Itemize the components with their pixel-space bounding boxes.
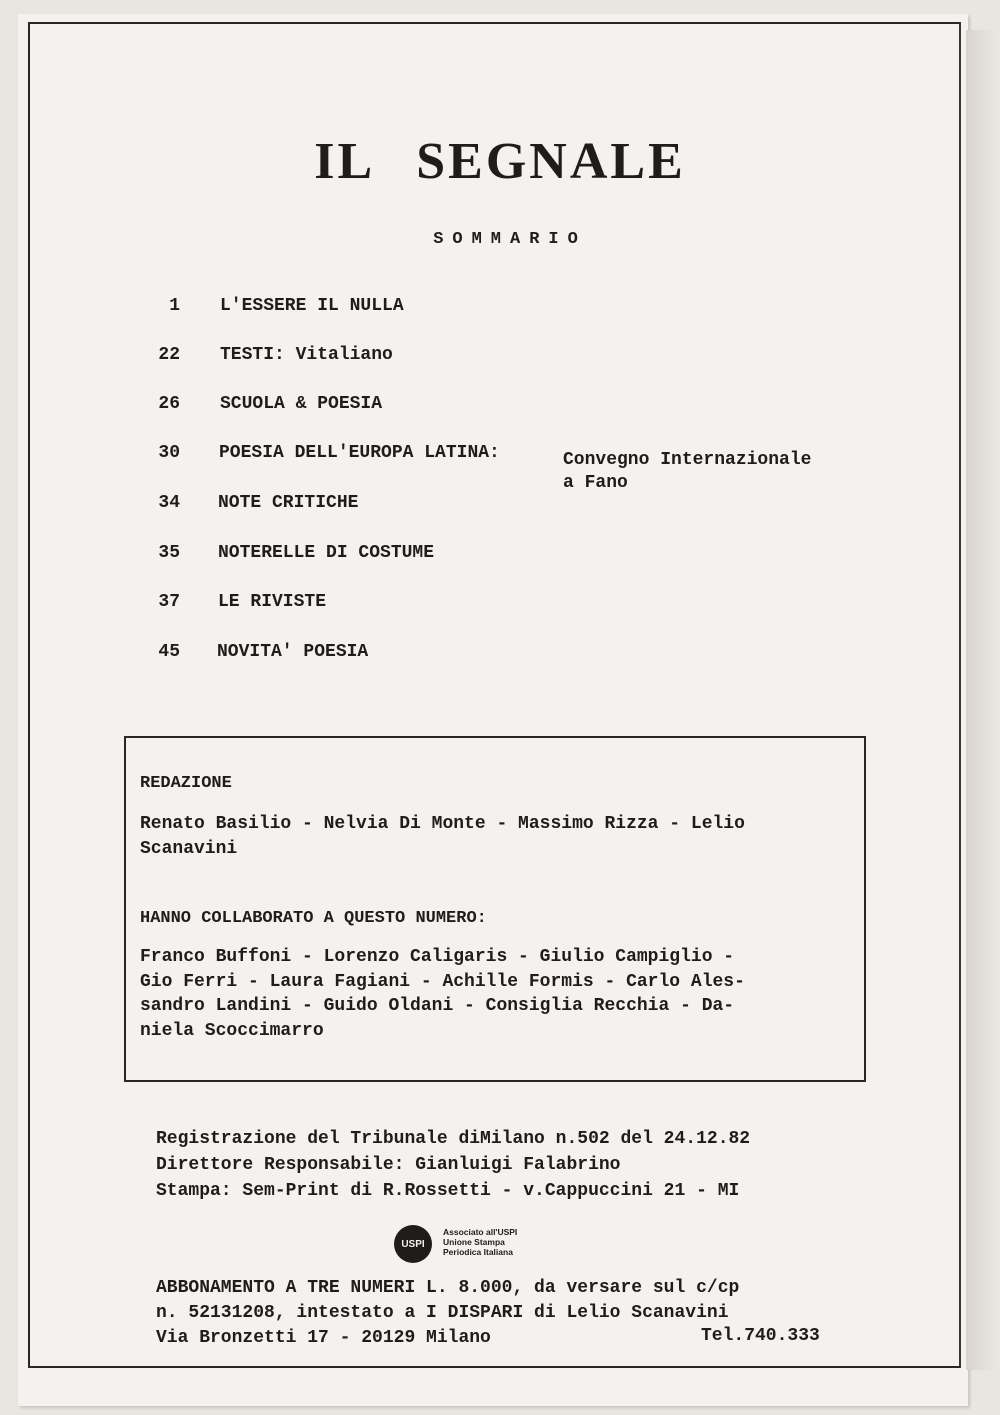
toc-subtitle-line: Convegno Internazionale [563, 450, 812, 470]
text-line: n. 52131208, intestato a I DISPARI di Lelio Scanavini [156, 1303, 729, 1323]
toc-title: POESIA DELL'EUROPA LATINA: [219, 443, 500, 463]
text-line: Stampa: Sem-Print di R.Rossetti - v.Cappuccini 21 - MI [156, 1181, 740, 1201]
toc-page-number: 45 [158, 642, 180, 662]
text-line: sandro Landini - Guido Oldani - Consiglia Recchia - Da- [140, 996, 735, 1016]
text-line: Via Bronzetti 17 - 20129 Milano [156, 1328, 491, 1348]
toc-title: TESTI: Vitaliano [220, 345, 393, 365]
text-line: Registrazione del Tribunale diMilano n.502 del 24.12.82 [156, 1129, 751, 1149]
toc-title: LE RIVISTE [218, 592, 327, 612]
toc-page-number: 1 [169, 296, 180, 316]
text-line: Scanavini [140, 838, 238, 859]
editorial-staff-heading: REDAZIONE [140, 774, 232, 793]
toc-page-number: 22 [158, 345, 180, 365]
uspi-caption [443, 1227, 517, 1257]
toc-title: NOTE CRITICHE [218, 493, 359, 513]
uspi-logo-text: USPI [401, 1238, 425, 1250]
toc-subtitle [563, 449, 811, 495]
toc-page-number: 26 [158, 394, 180, 414]
subscription-info [156, 1276, 739, 1351]
text-line: Renato Basilio - Nelvia Di Monte - Massimo Rizza - Lelio [140, 814, 745, 834]
toc-page-number: 37 [158, 592, 180, 612]
toc-subtitle-line: a Fano [563, 473, 628, 493]
text-line: Periodica Italiana [443, 1247, 513, 1257]
text-line: niela Scoccimarro [140, 1020, 324, 1041]
text-line: ABBONAMENTO A TRE NUMERI L. 8.000, da versare sul c/cp [156, 1278, 740, 1298]
text-line: Unione Stampa [443, 1237, 505, 1247]
toc-page-number: 35 [158, 543, 180, 563]
text-line: Gio Ferri - Laura Fagiani - Achille Formis - Carlo Ales- [140, 971, 745, 992]
telephone-number: Tel.740.333 [701, 1326, 820, 1346]
toc-title: NOTERELLE DI COSTUME [218, 543, 435, 563]
contributors-heading: HANNO COLLABORATO A QUESTO NUMERO: [140, 909, 487, 928]
contributors-list [140, 945, 745, 1043]
toc-page-number: 30 [158, 443, 180, 463]
toc-title: SCUOLA & POESIA [220, 394, 383, 414]
uspi-logo-icon [394, 1225, 432, 1263]
toc-title: NOVITA' POESIA [217, 642, 369, 662]
toc-page-number: 34 [158, 493, 180, 513]
text-line: Associato all'USPI [443, 1227, 518, 1237]
magazine-title: IL SEGNALE [314, 133, 686, 190]
editorial-staff-list [140, 812, 745, 861]
contents-heading: SOMMARIO [433, 230, 587, 249]
toc-title: L'ESSERE IL NULLA [220, 296, 404, 316]
registration-info [156, 1126, 750, 1204]
text-line: Direttore Responsabile: Gianluigi Falabrino [156, 1155, 621, 1175]
text-line: Franco Buffoni - Lorenzo Caligaris - Giulio Campiglio - [140, 947, 735, 967]
